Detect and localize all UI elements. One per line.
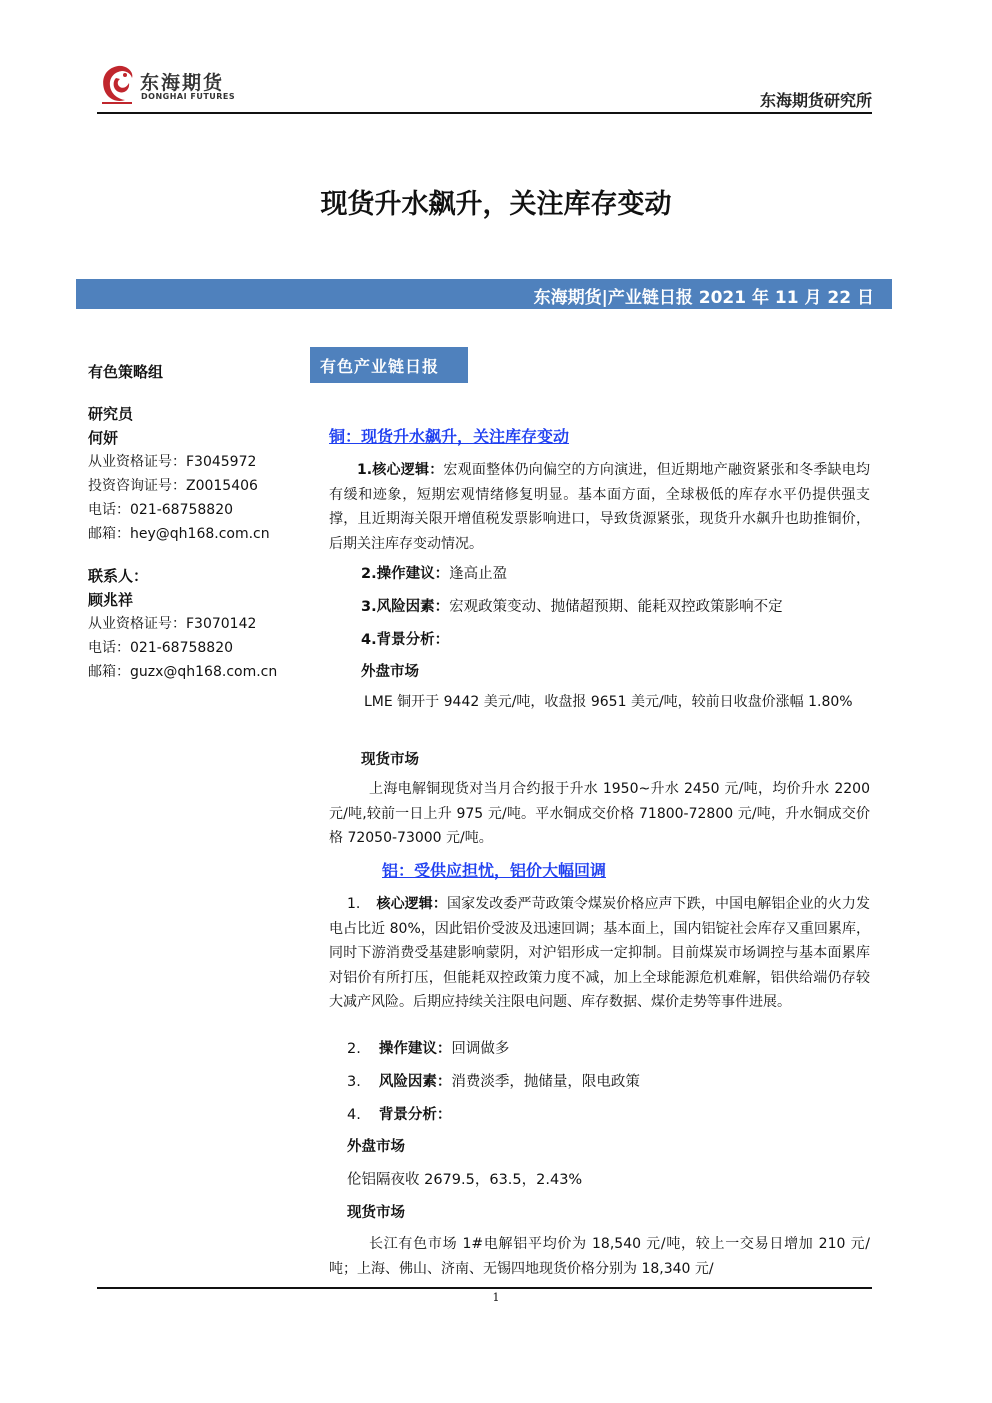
section-label-text: 有色产业链日报	[320, 357, 440, 376]
researcher-phone: 电话：021-68758820	[88, 502, 234, 518]
copper-op-text: 逢高止盈	[449, 566, 508, 582]
copper-logic-text: 宏观面整体仍向偏空的方向演进，但近期地产融资紧张和冬季缺电均有缓和迹象，短期宏观情绪修复明显。基本面方面，全球极低的库存水平仍提供强支撑，且近期海关限开增值税发票影响进口，导致货源紧张，现货升水飙升也助推铜价，后期关注库存变动情况。	[329, 462, 870, 552]
copper-heading-link[interactable]: 铜：现货升水飙升，关注库存变动	[329, 427, 570, 446]
copper-logic-label: 1.核心逻辑：	[357, 462, 444, 478]
aluminum-bg-num: 4.	[347, 1107, 361, 1123]
contact-cert: 从业资格证号：F3070142	[88, 616, 257, 632]
footer-divider	[97, 1287, 872, 1289]
aluminum-op-text: 回调做多	[451, 1041, 510, 1057]
aluminum-logic-text: 国家发改委严苛政策令煤炭价格应声下跌，中国电解铝企业的火力发电占比近 80%，因此铝价受波及迅速回调；基本面上，国内铝锭社会库存又重回累库，同时下游消费受基建影响蒙阴，对沪铝形成一定抑制。目前煤炭市场调控与基本面累库对铝价有所打压，但能耗双控政策力度不减，加上全球能源危机难解，铝供给端仍存较大减产风险。后期应持续关注限电问题、库存数据、煤价走势等事件进展。	[329, 896, 870, 1010]
researcher-name: 何妍	[88, 429, 119, 447]
copper-spot-label: 现货市场	[361, 752, 419, 768]
aluminum-risk-label: 风险因素：	[378, 1074, 452, 1090]
strategy-group: 有色策略组	[88, 363, 164, 381]
aluminum-op-num: 2.	[347, 1041, 361, 1057]
report-banner	[76, 279, 892, 309]
aluminum-spot-label: 现货市场	[347, 1205, 405, 1221]
aluminum-logic-paragraph	[329, 892, 870, 1015]
researcher-email: 邮箱：hey@qh168.com.cn	[88, 526, 270, 542]
copper-spot-text: 上海电解铜现货对当月合约报于升水 1950~升水 2450 元/吨，均价升水 2200 元/吨,较前一日上升 975 元/吨。平水铜成交价格 71800-72800 元/吨，升水铜成交价格 72050-73000 元/吨。	[329, 781, 870, 846]
logo-chinese-name: 东海期货	[140, 72, 225, 94]
aluminum-bg-item	[347, 1103, 451, 1124]
contact-name: 顾兆祥	[88, 591, 134, 609]
page-number: 1	[492, 1291, 500, 1304]
institute-name: 东海期货研究所	[759, 91, 872, 110]
copper-bg-item	[361, 628, 449, 649]
copper-overseas-label: 外盘市场	[361, 664, 419, 680]
aluminum-risk-item	[347, 1070, 640, 1091]
author-sidebar	[88, 360, 303, 684]
aluminum-spot-text: 长江有色市场 1#电解铝平均价为 18,540 元/吨，较上一交易日增加 210 元/吨；上海、佛山、济南、无锡四地现货价格分别为 18,340 元/	[329, 1236, 870, 1277]
copper-op-item	[361, 562, 507, 583]
copper-risk-label: 3.风险因素：	[361, 599, 450, 615]
aluminum-bg-label: 背景分析：	[378, 1107, 452, 1123]
copper-bg-label: 4.背景分析：	[361, 632, 450, 648]
aluminum-risk-num: 3.	[347, 1074, 361, 1090]
header-divider	[97, 112, 872, 114]
aluminum-risk-text: 消费淡季，抛储量，限电政策	[451, 1074, 640, 1090]
researcher-role: 研究员	[88, 405, 134, 423]
aluminum-op-item	[347, 1037, 509, 1058]
logo-english-name: DONGHAI FUTURES	[141, 92, 236, 101]
copper-risk-item	[361, 595, 783, 616]
contact-role: 联系人：	[88, 567, 149, 585]
researcher-consult-cert: 投资咨询证号：Z0015406	[88, 478, 258, 494]
copper-risk-text: 宏观政策变动、抛储超预期、能耗双控政策影响不定	[449, 599, 783, 615]
aluminum-logic-num: 1.	[347, 896, 361, 912]
dragon-logo-icon	[98, 62, 138, 106]
copper-logic-paragraph	[329, 458, 870, 556]
aluminum-logic-label: 核心逻辑：	[376, 896, 447, 912]
aluminum-op-label: 操作建议：	[378, 1041, 452, 1057]
company-logo	[98, 62, 298, 106]
copper-op-label: 2.操作建议：	[361, 566, 450, 582]
contact-phone: 电话：021-68758820	[88, 640, 234, 656]
document-title: 现货升水飙升，关注库存变动	[320, 189, 672, 220]
section-label	[310, 347, 468, 383]
banner-date-text: 东海期货|产业链日报 2021 年 11 月 22 日	[533, 288, 874, 308]
researcher-cert: 从业资格证号：F3045972	[88, 454, 257, 470]
aluminum-overseas-label: 外盘市场	[347, 1139, 405, 1155]
aluminum-overseas-text: 伦铝隔夜收 2679.5，63.5，2.43%	[347, 1172, 583, 1188]
copper-overseas-text: LME 铜开于 9442 美元/吨，收盘报 9651 美元/吨，较前日收盘价涨幅 1.80%	[364, 694, 853, 710]
aluminum-heading-link[interactable]: 铝：受供应担忧，铝价大幅回调	[382, 861, 607, 880]
contact-email: 邮箱：guzx@qh168.com.cn	[88, 664, 278, 680]
